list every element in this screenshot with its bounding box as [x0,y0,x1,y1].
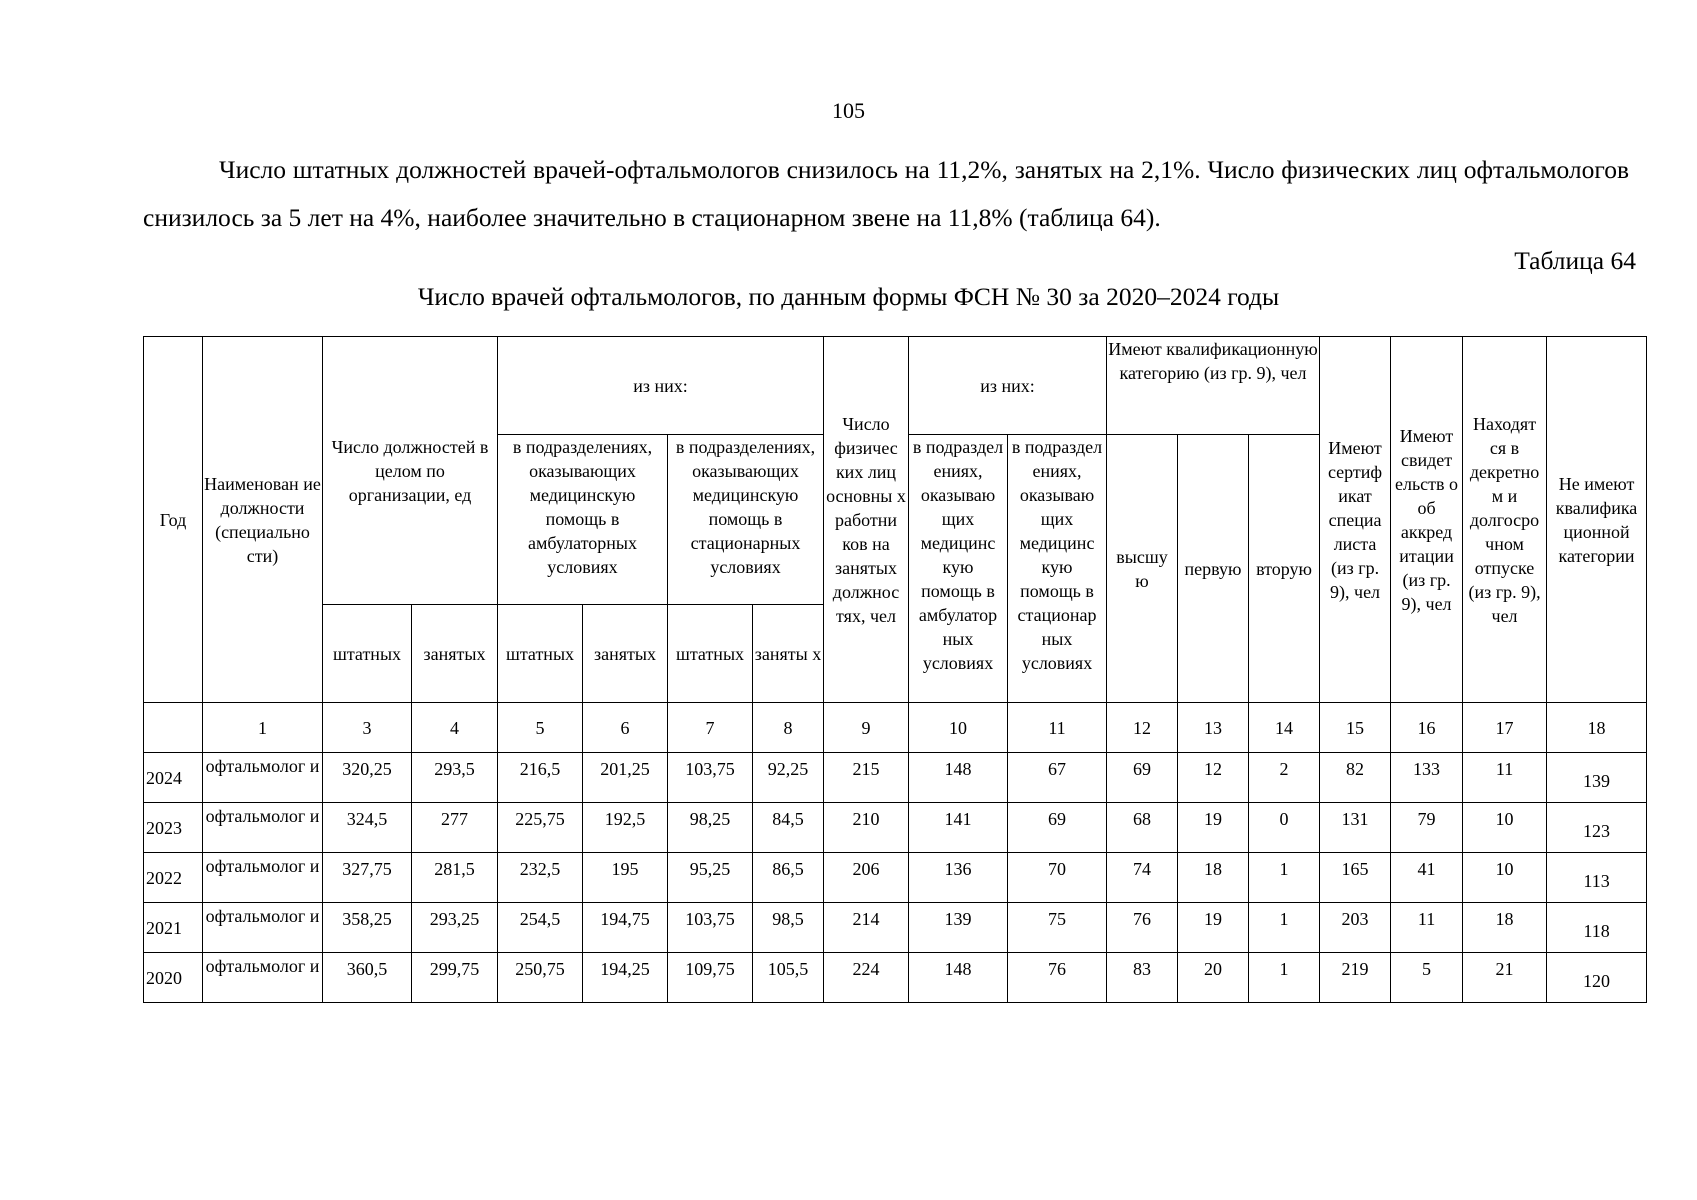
year-cell: 2023 [144,803,203,853]
value-cell-c5: 250,75 [498,953,583,1003]
value-cell-c10: 148 [909,753,1008,803]
column-number: 18 [1547,703,1647,753]
value-cell-c12: 74 [1107,853,1178,903]
column-number-row [144,703,1647,753]
value-cell-c3: 327,75 [323,853,412,903]
header-outpatient-units: в подразделениях, оказывающих медицинскую помощь в амбулаторных условиях [498,435,668,605]
value-cell-c6: 192,5 [583,803,668,853]
value-cell-c8: 84,5 [753,803,824,853]
table-title: Число врачей офтальмологов, по данным формы ФСН № 30 за 2020–2024 годы [417,282,1280,311]
column-number: 6 [583,703,668,753]
value-cell-c10: 141 [909,803,1008,853]
value-cell-c4: 277 [412,803,498,853]
table-number: Таблица 64 [1514,246,1636,275]
column-number: 15 [1320,703,1391,753]
value-cell-c18: 139 [1547,753,1647,803]
value-cell-c11: 67 [1008,753,1107,803]
value-cell-c15: 131 [1320,803,1391,853]
value-cell-c13: 19 [1178,803,1249,853]
value-cell-c3: 324,5 [323,803,412,853]
header-individuals: Число физичес ких лиц основны х работни ков на занятых должнос тях, чел [824,337,909,703]
header-of-which-individuals: из них: [909,337,1107,435]
value-cell-c14: 1 [1249,953,1320,1003]
value-cell-c3: 360,5 [323,953,412,1003]
value-cell-c14: 2 [1249,753,1320,803]
value-cell-c17: 21 [1463,953,1547,1003]
value-cell-c8: 86,5 [753,853,824,903]
column-number: 1 [203,703,323,753]
header-certificate: Имеют сертиф икат специа листа (из гр. 9), чел [1320,337,1391,703]
column-number: 4 [412,703,498,753]
value-cell-c6: 194,75 [583,903,668,953]
table-row [144,753,1647,803]
table-row [144,903,1647,953]
page-number: 105 [832,98,865,123]
value-cell-c12: 83 [1107,953,1178,1003]
value-cell-c9: 224 [824,953,909,1003]
value-cell-c9: 210 [824,803,909,853]
column-number: 10 [909,703,1008,753]
value-cell-c9: 206 [824,853,909,903]
header-accreditation: Имеют свидет ельств о об аккред итации (из гр. 9), чел [1391,337,1463,703]
value-cell-c13: 18 [1178,853,1249,903]
value-cell-c6: 195 [583,853,668,903]
value-cell-c4: 293,25 [412,903,498,953]
value-cell-c18: 113 [1547,853,1647,903]
value-cell-c16: 41 [1391,853,1463,903]
value-cell-c7: 103,75 [668,903,753,953]
value-cell-c12: 68 [1107,803,1178,853]
post-cell: офтальмолог и [203,803,323,853]
value-cell-c15: 219 [1320,953,1391,1003]
column-number: 7 [668,703,753,753]
value-cell-c15: 82 [1320,753,1391,803]
value-cell-c11: 75 [1008,903,1107,953]
column-number: 9 [824,703,909,753]
value-cell-c14: 0 [1249,803,1320,853]
value-cell-c7: 95,25 [668,853,753,903]
header-positions-total: Число должностей в целом по организации, ед [323,337,498,605]
value-cell-c5: 216,5 [498,753,583,803]
column-number: 16 [1391,703,1463,753]
value-cell-c10: 148 [909,953,1008,1003]
post-cell: офтальмолог и [203,953,323,1003]
value-cell-c17: 11 [1463,753,1547,803]
header-q-first: первую [1178,435,1249,703]
column-number: 17 [1463,703,1547,753]
value-cell-c7: 98,25 [668,803,753,853]
column-number: 11 [1008,703,1107,753]
value-cell-c5: 254,5 [498,903,583,953]
value-cell-c16: 11 [1391,903,1463,953]
value-cell-c18: 123 [1547,803,1647,853]
value-cell-c13: 19 [1178,903,1249,953]
header-of-which: из них: [498,337,824,435]
value-cell-c8: 98,5 [753,903,824,953]
column-number: 14 [1249,703,1320,753]
header-occupied: занятых [583,605,668,703]
value-cell-c4: 293,5 [412,753,498,803]
ophthalmologists-table [143,336,1647,1003]
table-row [144,853,1647,903]
header-individuals-inpatient: в подраздел ениях, оказываю щих медицинс кую помощь в стационар ных условиях [1008,435,1107,703]
header-maternity: Находят ся в декретно м и долгосро чном отпуске (из гр. 9), чел [1463,337,1547,703]
year-cell: 2021 [144,903,203,953]
value-cell-c14: 1 [1249,853,1320,903]
value-cell-c13: 20 [1178,953,1249,1003]
column-number: 8 [753,703,824,753]
post-cell: офтальмолог и [203,903,323,953]
value-cell-c11: 69 [1008,803,1107,853]
value-cell-c17: 10 [1463,853,1547,903]
header-staff: штатных [668,605,753,703]
value-cell-c8: 92,25 [753,753,824,803]
value-cell-c18: 120 [1547,953,1647,1003]
value-cell-c5: 232,5 [498,853,583,903]
header-no-qualification: Не имеют квалифика ционной категории [1547,337,1647,703]
header-occupied: занятых [412,605,498,703]
value-cell-c3: 320,25 [323,753,412,803]
value-cell-c10: 139 [909,903,1008,953]
header-individuals-outpatient: в подраздел ениях, оказываю щих медицинс кую помощь в амбулатор ных условиях [909,435,1008,703]
post-cell: офтальмолог и [203,753,323,803]
value-cell-c7: 103,75 [668,753,753,803]
header-inpatient-units: в подразделениях, оказывающих медицинскую помощь в стационарных условиях [668,435,824,605]
value-cell-c14: 1 [1249,903,1320,953]
header-post-name: Наименован ие должности (специально сти) [203,337,323,703]
value-cell-c9: 215 [824,753,909,803]
header-year: Год [144,337,203,703]
header-staff: штатных [498,605,583,703]
value-cell-c11: 76 [1008,953,1107,1003]
column-number: 12 [1107,703,1178,753]
value-cell-c10: 136 [909,853,1008,903]
year-cell: 2022 [144,853,203,903]
header-staff: штатных [323,605,412,703]
value-cell-c16: 133 [1391,753,1463,803]
value-cell-c16: 5 [1391,953,1463,1003]
value-cell-c17: 18 [1463,903,1547,953]
post-cell: офтальмолог и [203,853,323,903]
column-number: 3 [323,703,412,753]
header-occupied: заняты х [753,605,824,703]
column-number: 13 [1178,703,1249,753]
column-number: 5 [498,703,583,753]
column-number-empty [144,703,203,753]
header-qualification: Имеют квалификационную категорию (из гр. 9), чел [1107,337,1320,435]
value-cell-c15: 203 [1320,903,1391,953]
value-cell-c7: 109,75 [668,953,753,1003]
value-cell-c18: 118 [1547,903,1647,953]
year-cell: 2020 [144,953,203,1003]
value-cell-c5: 225,75 [498,803,583,853]
value-cell-c4: 299,75 [412,953,498,1003]
year-cell: 2024 [144,753,203,803]
intro-paragraph: Число штатных должностей врачей-офтальмологов снизилось на 11,2%, занятых на 2,1%. Число физических лиц офтальмологов снизилось за 5 лет на 4%, наиболее значительно в стационарном звене на 11,8% (таблица 64). [143,155,1629,232]
value-cell-c16: 79 [1391,803,1463,853]
value-cell-c13: 12 [1178,753,1249,803]
value-cell-c17: 10 [1463,803,1547,853]
header-q-second: вторую [1249,435,1320,703]
table-row [144,803,1647,853]
value-cell-c9: 214 [824,903,909,953]
value-cell-c8: 105,5 [753,953,824,1003]
header-q-highest: высшу ю [1107,435,1178,703]
value-cell-c4: 281,5 [412,853,498,903]
value-cell-c12: 69 [1107,753,1178,803]
value-cell-c6: 194,25 [583,953,668,1003]
value-cell-c12: 76 [1107,903,1178,953]
value-cell-c6: 201,25 [583,753,668,803]
value-cell-c3: 358,25 [323,903,412,953]
value-cell-c11: 70 [1008,853,1107,903]
table-row [144,953,1647,1003]
value-cell-c15: 165 [1320,853,1391,903]
